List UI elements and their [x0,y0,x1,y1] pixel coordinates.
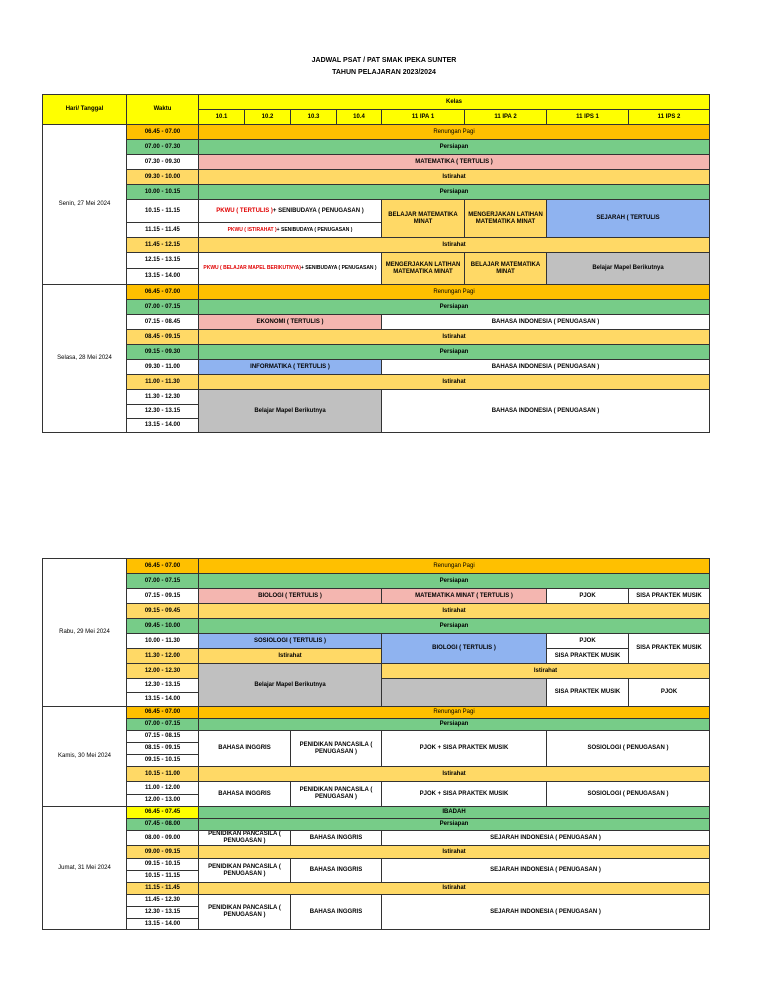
exam-sosiologi: SOSIOLOGI ( TERTULIS ) [198,633,382,649]
time-slot: 13.15 - 14.00 [126,268,199,285]
activity-istirahat: Istirahat [198,766,710,782]
activity-istirahat: Istirahat [198,237,710,253]
activity-persiapan: Persiapan [198,184,710,200]
time-slot: 07.45 - 08.00 [126,818,199,831]
pkwu-label: PKWU ( BELAJAR MAPEL BERIKUTNYA) [203,265,301,271]
task-pancasila: PENIDIKAN PANCASILA ( PENUGASAN ) [198,830,291,846]
time-slot: 07.15 - 09.15 [126,588,199,604]
task-sosiologi: SOSIOLOGI ( PENUGASAN ) [546,730,710,767]
time-slot: 07.30 - 09.30 [126,154,199,170]
time-slot: 11.00 - 11.30 [126,374,199,390]
task-binggris: BAHASA INGGRIS [290,858,382,883]
task-binggris: BAHASA INGGRIS [198,781,291,807]
activity-persiapan: Persiapan [198,299,710,315]
activity-persiapan: Persiapan [198,573,710,589]
task-sisa-musik: SISA PRAKTEK MUSIK [628,588,710,604]
time-slot: 11.00 - 12.00 [126,781,199,795]
activity-persiapan: Persiapan [198,618,710,634]
time-slot: 10.15 - 11.00 [126,766,199,782]
activity-persiapan: Persiapan [198,718,710,731]
exam-informatika: INFORMATIKA ( TERTULIS ) [198,359,382,375]
time-slot: 07.15 - 08.15 [126,730,199,743]
header-day: Hari/ Tanggal [42,94,127,125]
activity-ipa2: MENGERJAKAN LATIHAN MATEMATIKA MINAT [464,199,547,238]
task-sejarah-indonesia: SEJARAH INDONESIA ( PENUGASAN ) [381,858,710,883]
activity-belajar: Belajar Mapel Berikutnya [546,252,710,285]
time-slot: 10.15 - 11.15 [126,199,199,223]
time-slot: 09.15 - 09.30 [126,344,199,360]
header-time: Waktu [126,94,199,125]
activity-istirahat: Istirahat [198,648,382,664]
exam-biologi-ipa: BIOLOGI ( TERTULIS ) [381,633,547,664]
activity-persiapan: Persiapan [198,344,710,360]
activity-istirahat: Istirahat [198,329,710,345]
time-slot: 09.15 - 10.15 [126,754,199,767]
activity-belajar: Belajar Mapel Berikutnya [198,663,382,707]
task-sisa-musik: SISA PRAKTEK MUSIK [546,678,629,707]
time-slot: 09.30 - 10.00 [126,169,199,185]
time-slot: 09.00 - 09.15 [126,845,199,859]
activity-persiapan: Persiapan [198,139,710,155]
time-slot: 07.15 - 08.45 [126,314,199,330]
empty-cell [381,678,547,707]
senibudaya-label: + SENIBUDAYA ( PENUGASAN ) [276,226,353,233]
activity-istirahat: Istirahat [198,603,710,619]
exam-matematika: MATEMATIKA ( TERTULIS ) [198,154,710,170]
task-sosiologi: SOSIOLOGI ( PENUGASAN ) [546,781,710,807]
time-slot: 10.00 - 10.15 [126,184,199,200]
header-class: 11 IPS 2 [628,109,710,125]
time-slot: 08.45 - 09.15 [126,329,199,345]
activity-renungan: Renungan Pagi [198,284,710,300]
task-pjok-sisa: PJOK + SISA PRAKTEK MUSIK [381,781,547,807]
day-label: Selasa, 28 Mei 2024 [42,284,127,433]
time-slot: 11.15 - 11.45 [126,882,199,895]
time-slot: 11.30 - 12.00 [126,648,199,664]
time-slot: 10.15 - 11.15 [126,870,199,883]
task-pancasila: PENIDIKAN PANCASILA ( PENUGASAN ) [290,781,382,807]
day-label: Kamis, 30 Mei 2024 [42,706,127,807]
time-slot: 13.15 - 14.00 [126,692,199,707]
pkwu-istirahat [198,222,382,238]
task-binggris: BAHASA INGGRIS [198,730,291,767]
time-slot: 10.00 - 11.30 [126,633,199,649]
time-slot: 09.15 - 09.45 [126,603,199,619]
time-slot: 11.45 - 12.15 [126,237,199,253]
task-pancasila: PENIDIKAN PANCASILA ( PENUGASAN ) [290,730,382,767]
time-slot: 11.45 - 12.30 [126,894,199,907]
task-pjok: PJOK [546,633,629,649]
time-slot: 13.15 - 14.00 [126,418,199,433]
activity-istirahat: Istirahat [381,663,710,679]
header-class: 10.2 [244,109,291,125]
exam-sejarah: SEJARAH ( TERTULIS [546,199,710,238]
task-pancasila: PENIDIKAN PANCASILA ( PENUGASAN ) [198,894,291,930]
day-label: Senin, 27 Mei 2024 [42,124,127,285]
header-class: 11 IPA 2 [464,109,547,125]
task-pjok-sisa: PJOK + SISA PRAKTEK MUSIK [381,730,547,767]
activity-istirahat: Istirahat [198,845,710,859]
activity-istirahat: Istirahat [198,169,710,185]
time-slot: 08.00 - 09.00 [126,830,199,846]
time-slot: 11.30 - 12.30 [126,389,199,405]
time-slot: 07.00 - 07.15 [126,299,199,315]
time-slot: 12.30 - 13.15 [126,678,199,693]
time-slot: 06.45 - 07.00 [126,706,199,719]
time-slot: 09.15 - 10.15 [126,858,199,871]
task-bindo: BAHASA INDONESIA ( PENUGASAN ) [381,389,710,433]
activity-renungan: Renungan Pagi [198,558,710,574]
exam-pkwu [198,199,382,223]
activity-renungan: Renungan Pagi [198,706,710,719]
activity-istirahat: Istirahat [198,882,710,895]
time-slot: 06.45 - 07.45 [126,806,199,819]
exam-ekonomi: EKONOMI ( TERTULIS ) [198,314,382,330]
activity-istirahat: Istirahat [198,374,710,390]
task-sisa-musik: SISA PRAKTEK MUSIK [628,633,710,664]
activity-belajar: Belajar Mapel Berikutnya [198,389,382,433]
pkwu-label: PKWU ( TERTULIS ) [216,207,273,214]
task-pjok: PJOK [546,588,629,604]
activity-ipa1: BELAJAR MATEMATIKA MINAT [381,199,465,238]
activity-ipa2: BELAJAR MATEMATIKA MINAT [464,252,547,285]
time-slot: 07.00 - 07.30 [126,139,199,155]
task-pjok: PJOK [628,678,710,707]
schedule-title: JADWAL PSAT / PAT SMAK IPEKA SUNTER [311,57,457,64]
time-slot: 06.45 - 07.00 [126,124,199,140]
header-class: 10.4 [336,109,382,125]
activity-renungan: Renungan Pagi [198,124,710,140]
time-slot: 13.15 - 14.00 [126,918,199,930]
task-sejarah-indonesia: SEJARAH INDONESIA ( PENUGASAN ) [381,894,710,930]
header-class: 11 IPA 1 [381,109,465,125]
activity-ibadah: IBADAH [198,806,710,819]
task-binggris: BAHASA INGGRIS [290,830,382,846]
time-slot: 09.45 - 10.00 [126,618,199,634]
exam-matematika-minat: MATEMATIKA MINAT ( TERTULIS ) [381,588,547,604]
time-slot: 12.30 - 13.15 [126,906,199,919]
task-sejarah-indonesia: SEJARAH INDONESIA ( PENUGASAN ) [381,830,710,846]
task-pancasila: PENIDIKAN PANCASILA ( PENUGASAN ) [198,858,291,883]
activity-persiapan: Persiapan [198,818,710,831]
time-slot: 08.15 - 09.15 [126,742,199,755]
pkwu-label: PKWU ( ISTIRAHAT ) [227,226,277,233]
time-slot: 12.00 - 13.00 [126,794,199,807]
time-slot: 07.00 - 07.15 [126,573,199,589]
header-kelas: Kelas [198,94,710,110]
senibudaya-label: + SENIBUDAYA ( PENUGASAN ) [300,265,377,271]
time-slot: 06.45 - 07.00 [126,558,199,574]
header-class: 11 IPS 1 [546,109,629,125]
activity-ipa1: MENGERJAKAN LATIHAN MATEMATIKA MINAT [381,252,465,285]
header-class: 10.3 [290,109,337,125]
time-slot: 06.45 - 07.00 [126,284,199,300]
header-class: 10.1 [198,109,245,125]
task-sisa-musik: SISA PRAKTEK MUSIK [546,648,629,664]
exam-biologi: BIOLOGI ( TERTULIS ) [198,588,382,604]
task-bindo: BAHASA INDONESIA ( PENUGASAN ) [381,359,710,375]
pkwu-belajar [198,252,382,285]
task-binggris: BAHASA INGGRIS [290,894,382,930]
task-bindo: BAHASA INDONESIA ( PENUGASAN ) [381,314,710,330]
time-slot: 12.00 - 12.30 [126,663,199,679]
schedule-subtitle: TAHUN PELAJARAN 2023/2024 [332,69,436,76]
day-label: Jumat, 31 Mei 2024 [42,806,127,930]
senibudaya-label: + SENIBUDAYA ( PENUGASAN ) [272,207,364,214]
time-slot: 12.15 - 13.15 [126,252,199,269]
time-slot: 12.30 - 13.15 [126,404,199,419]
time-slot: 11.15 - 11.45 [126,222,199,238]
time-slot: 09.30 - 11.00 [126,359,199,375]
time-slot: 07.00 - 07.15 [126,718,199,731]
day-label: Rabu, 29 Mei 2024 [42,558,127,707]
